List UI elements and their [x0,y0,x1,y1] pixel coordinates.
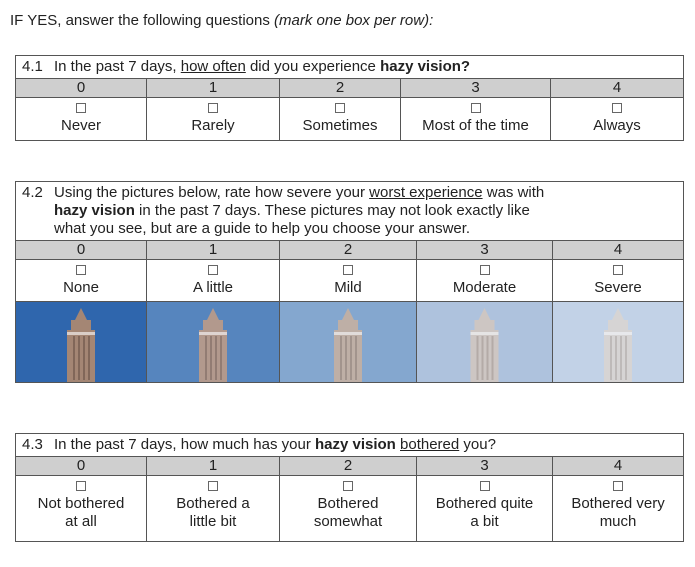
question-text: what you see, but are a guide to help you choose your answer. [54,220,471,237]
question-4-1-header [16,56,684,79]
checkbox-bothered-quite[interactable] [480,481,490,491]
instructions-note: (mark one box per row): [274,12,434,29]
instructions-text: IF YES, answer the following questions [10,12,275,29]
tower-image [553,302,683,382]
scale-value-0: 0 [16,241,147,260]
option-label: Bothered quite [435,495,534,512]
scale-value-3: 3 [401,79,551,98]
option-label: None [63,279,99,296]
haze-picture-moderate [417,302,553,383]
option-a-little [147,260,280,302]
question-text-emphasis: how often [180,58,246,75]
question-text-emphasis: worst experience [369,184,483,201]
question-text-bold: hazy vision [54,202,135,219]
tower-image [16,302,146,382]
option-never [16,98,147,141]
option-label: Always [593,117,641,134]
question-text: did you experience [245,58,381,75]
option-bothered-a-little [147,476,280,542]
haze-picture-mild [280,302,417,383]
scale-value-1: 1 [147,457,280,476]
question-number: 4.2 [22,184,43,201]
haze-picture-none [16,302,147,383]
option-label: Never [60,117,101,134]
checkbox-always[interactable] [612,103,622,113]
checkbox-mild[interactable] [343,265,353,275]
question-4-3-header [16,434,684,457]
option-none [16,260,147,302]
tower-image [147,302,279,382]
scale-value-0: 0 [16,79,147,98]
scale-value-1: 1 [147,79,280,98]
scale-value-4: 4 [553,457,684,476]
scale-value-2: 2 [280,457,417,476]
option-label: Mild [334,279,362,296]
option-label: at all [65,513,97,530]
option-bothered-somewhat [280,476,417,542]
question-text: In the past 7 days, [54,58,181,75]
question-text-emphasis: bothered [400,436,460,453]
scale-value-2: 2 [280,79,401,98]
question-number: 4.3 [22,436,43,453]
option-label: Bothered a [176,495,250,512]
tower-image [417,302,552,382]
option-label: somewhat [313,513,383,530]
scale-value-2: 2 [280,241,417,260]
option-label: Most of the time [422,117,529,134]
option-label: little bit [189,513,237,530]
option-label: Sometimes [302,117,378,134]
scale-value-3: 3 [417,241,553,260]
scale-value-4: 4 [553,241,684,260]
option-mild [280,260,417,302]
checkbox-bothered-very[interactable] [613,481,623,491]
option-sometimes [280,98,401,141]
checkbox-a-little[interactable] [208,265,218,275]
scale-value-1: 1 [147,241,280,260]
question-text: you? [459,436,496,453]
question-text-bold: hazy vision [314,436,396,453]
option-label: A little [192,279,234,296]
scale-value-0: 0 [16,457,147,476]
option-severe [553,260,684,302]
checkbox-not-bothered[interactable] [76,481,86,491]
option-bothered-quite [417,476,553,542]
checkbox-sometimes[interactable] [335,103,345,113]
checkbox-rarely[interactable] [208,103,218,113]
option-label: Bothered [317,495,379,512]
question-4-2 [15,181,684,383]
question-4-2-header [16,182,684,241]
question-4-3 [15,433,684,542]
question-text-bold: hazy vision? [380,58,471,75]
haze-picture-a-little [147,302,280,383]
option-bothered-very [553,476,684,542]
question-text: in the past 7 days. These pictures may not look exactly like [134,202,530,219]
question-text: Using the pictures below, rate how severe your [54,184,370,201]
haze-picture-severe [553,302,684,383]
checkbox-most-of-the-time[interactable] [471,103,481,113]
question-number: 4.1 [22,58,43,75]
instructions [10,12,433,29]
checkbox-never[interactable] [76,103,86,113]
question-text: In the past 7 days, how much has your [54,436,315,453]
option-moderate [417,260,553,302]
option-label: a bit [470,513,499,530]
option-label: much [599,513,637,530]
option-always [551,98,684,141]
tower-image [280,302,416,382]
option-label: Bothered very [571,495,665,512]
option-label: Not bothered [37,495,125,512]
option-label: Moderate [452,279,517,296]
checkbox-moderate[interactable] [480,265,490,275]
scale-value-4: 4 [551,79,684,98]
scale-value-3: 3 [417,457,553,476]
option-most-of-the-time [401,98,551,141]
option-label: Severe [594,279,642,296]
question-text: was with [482,184,545,201]
option-not-bothered [16,476,147,542]
option-label: Rarely [191,117,235,134]
checkbox-bothered-somewhat[interactable] [343,481,353,491]
checkbox-severe[interactable] [613,265,623,275]
checkbox-none[interactable] [76,265,86,275]
checkbox-bothered-a-little[interactable] [208,481,218,491]
question-4-1 [15,55,684,141]
option-rarely [147,98,280,141]
